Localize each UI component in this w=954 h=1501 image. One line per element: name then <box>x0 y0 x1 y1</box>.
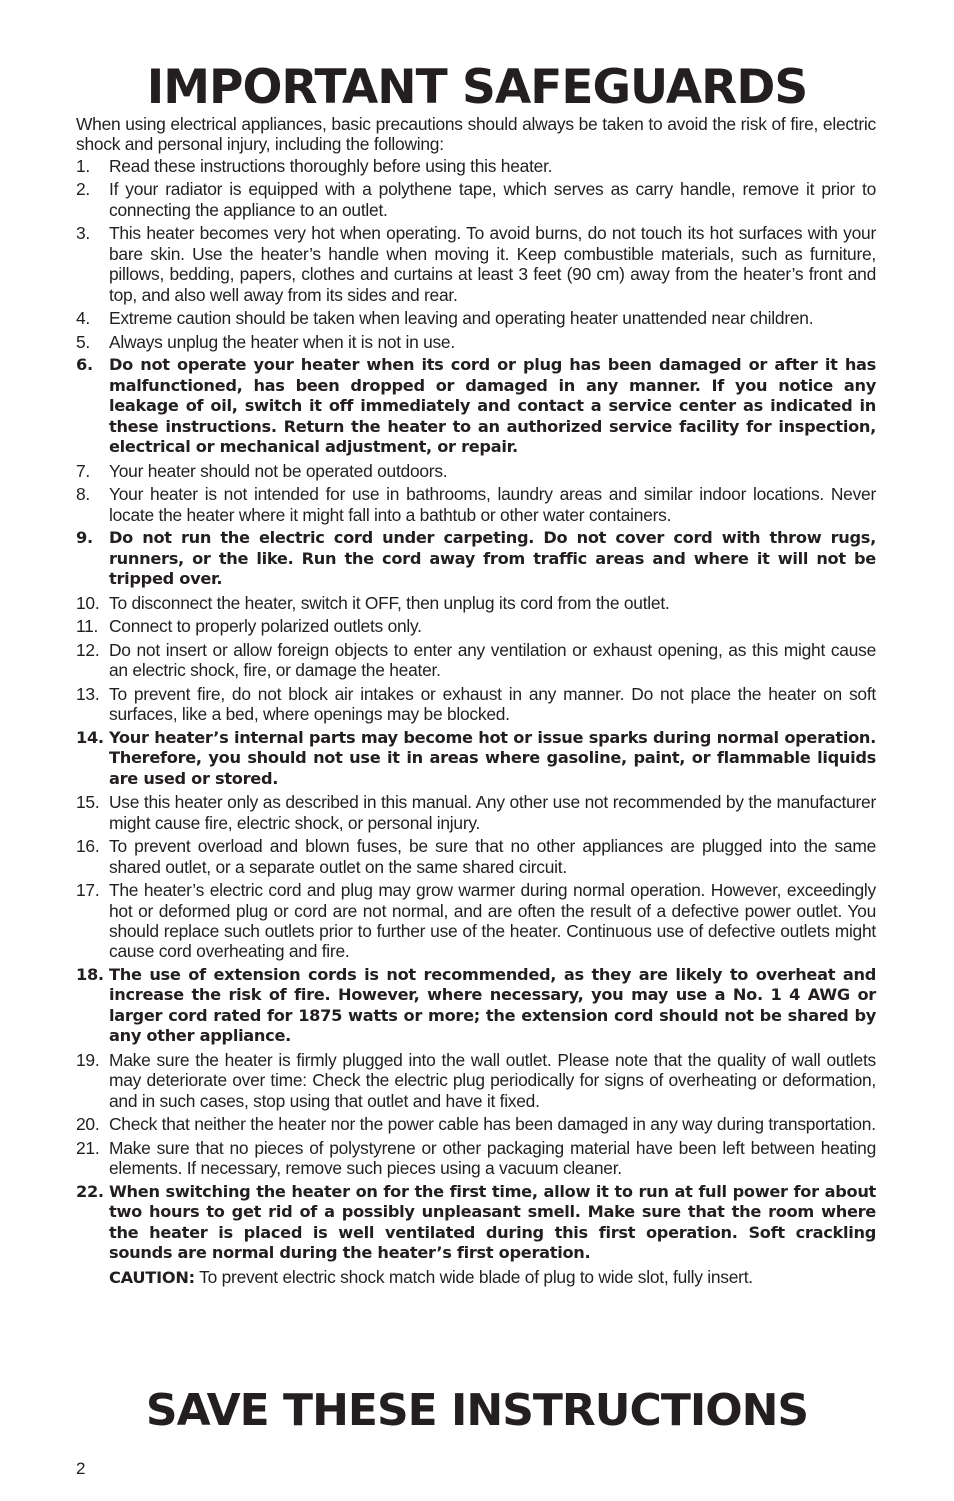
item-number: 20. <box>76 1114 100 1135</box>
list-item <box>76 1114 876 1134</box>
safeguards-body <box>76 114 876 1288</box>
list-item <box>76 616 876 636</box>
item-number: 4. <box>76 308 91 329</box>
item-number: 14. <box>76 727 104 747</box>
item-text: Do not run the electric cord under carpeting. Do not cover cord with throw rugs, runners, or the like. Run the cord away from traffic areas and where it will not be tripped over. <box>109 528 876 589</box>
save-instructions-heading: SAVE THESE INSTRUCTIONS <box>145 1385 809 1436</box>
item-text: Connect to properly polarized outlets only. <box>109 616 422 637</box>
list-item <box>76 1138 876 1179</box>
list-item <box>76 728 876 789</box>
item-text: To prevent overload and blown fuses, be sure that no other appliances are plugged into the same shared outlet, or a separate outlet on the same shared circuit. <box>109 836 876 877</box>
item-text: Extreme caution should be taken when leaving and operating heater unattended near children. <box>109 308 814 329</box>
safeguards-list <box>76 156 876 1264</box>
item-text: To disconnect the heater, switch it OFF, then unplug its cord from the outlet. <box>109 592 670 613</box>
item-number: 3. <box>76 223 91 244</box>
item-number: 1. <box>76 155 91 176</box>
item-number: 16. <box>76 836 100 857</box>
item-text: Use this heater only as described in this manual. Any other use not recommended by the manufacturer might cause fire, electric shock, or personal injury. <box>109 792 876 833</box>
item-number: 6. <box>76 355 93 375</box>
list-item <box>76 836 876 877</box>
item-text: Read these instructions thoroughly before using this heater. <box>109 155 553 176</box>
list-item <box>76 640 876 681</box>
list-item <box>76 792 876 833</box>
item-text: Your heater is not intended for use in bathrooms, laundry areas and similar indoor locations. Never locate the heater where it might fall into a bathtub or other water containers. <box>109 484 876 525</box>
item-text: When switching the heater on for the first time, allow it to run at full power for about two hours to get rid of a possibly unpleasant smell. Make sure that the room where the heater is placed is well ventilated during this first operation. Soft crackling sounds are normal during the heater’s first operation. <box>109 1181 876 1263</box>
item-number: 12. <box>76 639 100 660</box>
item-number: 5. <box>76 331 91 352</box>
item-text: Do not insert or allow foreign objects to enter any ventilation or exhaust opening, as this might cause an electric shock, fire, or damage the heater. <box>109 639 876 681</box>
item-number: 21. <box>76 1137 100 1158</box>
list-item <box>76 528 876 589</box>
caution-note <box>109 1267 876 1288</box>
list-item <box>76 156 876 176</box>
list-item <box>76 880 876 962</box>
item-text: This heater becomes very hot when operating. To avoid burns, do not touch its hot surfaces with your bare skin. Use the heater’s handle when moving it. Keep combustible materials, such as furniture, pillows, bedding, papers, clothes and curtains at least 3 feet (90 cm) away from the heater’s front and top, and also well away from its sides and rear. <box>109 223 876 305</box>
list-item <box>76 223 876 305</box>
list-item <box>76 308 876 328</box>
list-item <box>76 1050 876 1111</box>
item-number: 22. <box>76 1181 104 1201</box>
list-item <box>76 1182 876 1264</box>
list-item <box>76 684 876 725</box>
item-text: Your heater should not be operated outdoors. <box>109 460 448 481</box>
item-text: To prevent fire, do not block air intakes or exhaust in any manner. Do not place the heater on soft surfaces, like a bed, where openings may be blocked. <box>109 683 876 725</box>
item-text: Make sure that no pieces of polystyrene or other packaging material have been left between heating elements. If necessary, remove such pieces using a vacuum cleaner. <box>109 1137 876 1179</box>
list-item <box>76 179 876 220</box>
item-number: 18. <box>76 965 104 985</box>
item-text: Check that neither the heater nor the power cable has been damaged in any way during transportation. <box>109 1114 876 1135</box>
item-text: If your radiator is equipped with a polythene tape, which serves as carry handle, remove it prior to connecting the appliance to an outlet. <box>109 179 876 220</box>
item-text: Your heater’s internal parts may become hot or issue sparks during normal operation. Therefore, you should not use it in areas where gasoline, paint, or flammable liquids are used or stored. <box>109 727 876 788</box>
caution-label: CAUTION: <box>109 1267 195 1287</box>
item-text: The use of extension cords is not recommended, as they are likely to overheat and increase the risk of fire. However, where necessary, you may use a No. 1 4 AWG or larger cord rated for 1875 watts or more; the extension cord should not be shared by any other appliance. <box>109 965 876 1046</box>
item-number: 19. <box>76 1049 100 1070</box>
list-item <box>76 355 876 457</box>
item-number: 11. <box>76 616 99 637</box>
item-number: 8. <box>76 484 91 505</box>
item-number: 7. <box>76 460 91 481</box>
item-number: 13. <box>76 683 100 704</box>
list-item <box>76 965 876 1047</box>
item-text: Do not operate your heater when its cord or plug has been damaged or after it has malfunctioned, has been dropped or damaged in any manner. If you notice any leakage of oil, switch it off immediately and contact a service center as indicated in these instructions. Return the heater to an authorized service facility for inspection, electrical or mechanical adjustment, or repair. <box>109 355 876 457</box>
item-number: 2. <box>76 179 91 200</box>
list-item <box>76 484 876 525</box>
intro-paragraph: When using electrical appliances, basic precautions should always be taken to avoid the risk of fire, electric shock and personal injury, including the following: <box>76 114 876 155</box>
item-text: The heater’s electric cord and plug may grow warmer during normal operation. However, exceedingly hot or deformed plug or cord are not normal, and are often the result of a defective power outlet. You should replace such outlets prior to further use of the heater. Continuous use of defective outlets might cause cord overheating and fire. <box>109 880 876 962</box>
item-number: 17. <box>76 880 100 901</box>
list-item <box>76 593 876 613</box>
item-text: Make sure the heater is firmly plugged into the wall outlet. Please note that the quality of wall outlets may deteriorate over time: Check the electric plug periodically for signs of overheating or deformation, and in such cases, stop using that outlet and have it fixed. <box>109 1049 876 1111</box>
item-text: Always unplug the heater when it is not in use. <box>109 331 455 352</box>
caution-text: To prevent electric shock match wide blade of plug to wide slot, fully insert. <box>194 1266 753 1287</box>
list-item <box>76 332 876 352</box>
item-number: 15. <box>76 792 100 813</box>
page-number: 2 <box>76 1459 86 1478</box>
list-item <box>76 461 876 481</box>
item-number: 9. <box>76 528 93 548</box>
item-number: 10. <box>76 592 100 613</box>
page-title: IMPORTANT SAFEGUARDS <box>146 60 808 115</box>
